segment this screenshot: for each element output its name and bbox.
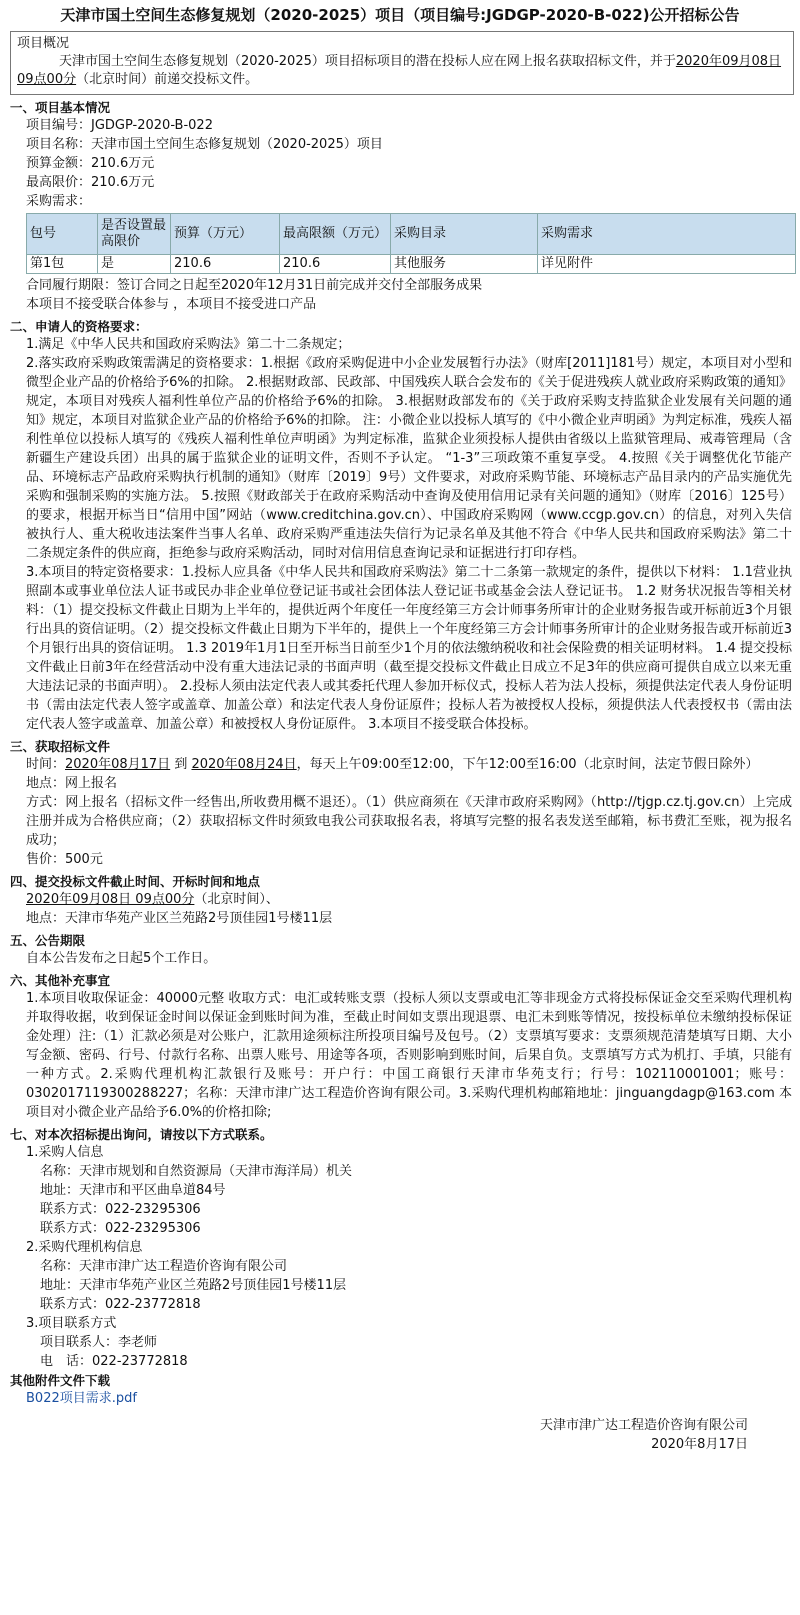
section-2-heading: 二、申请人的资格要求： <box>10 319 148 334</box>
qualification-3: 3.本项目的特定资格要求：1.投标人应具备《中华人民共和国政府采购法》第二十二条第一款规定的条件，提供以下材料： 1.1营业执照副本或事业单位法人证书或民办非企业单位登记证书或社会团体法人登记证书或基金会法人登记证书。 1.2 财务状况报告等相关材料：（1）提交投标文件截止日期为上半年的，提供近两个年度任一年度经第三方会计师事务所审计的企业财务报告或开标前近3个月银行出具的资信证明。（2）提交投标文件截止日期为下半年的，提供上一个年度经第三方会计师事务所审计的企业财务报告或开标前近3个月银行出具的资信证明。 1.3 2019年1月1日至开标当日前至少1个月的依法缴纳税收和社会保险费的相关证明材料。 1.4 提交投标文件截止日前3年在经营活动中没有重大违法记录的书面声明（截至提交投标文件截止日成立不足3年的供应商可提供自成立以来无重大违法记录的书面声明）。 2.投标人须由法定代表人或其委托代理人参加开标仪式，投标人若为法人投标，须提供法定代表人身份证明书（需由法定代表人签字或盖章、加盖公章）和法定代表人身份证原件；投标人若为被授权人投标，须提供法人代表授权书（需由法定代表人签字或盖章、加盖公章）和被授权人身份证原件。 3.本项目不接受联合体投标。 <box>26 565 792 732</box>
section-1-heading: 一、项目基本情况 <box>10 100 111 115</box>
contact-phone: 电 话：022-23772818 <box>40 1354 188 1369</box>
table-cell: 210.6 <box>280 255 391 274</box>
buyer-phone: 联系方式：022-23295306 <box>40 1202 201 1217</box>
section-3-heading: 三、获取招标文件 <box>10 739 111 754</box>
supplementary-text: 1.本项目收取保证金：40000元整 收取方式：电汇或转账支票（投标人须以支票或电汇等非现金方式将投标保证金交至采购代理机构并取得收据，收到保证金时间以保证金到账时间为准，至截止时间如支票出现退票、电汇未到账等情况，按投标单位未缴纳投标保证金处理）注:（1）汇款必须是对公账户，汇款用途须标注所投项目编号及包号。（2）支票填写要求：支票须规范清楚填写日期、大小写金额、密码、行号、付款行名称、出票人账号、用途等各项，否则影响到账时间，后果自负。支票填写方式为机打、手填，只能有一种方式。2.采购代理机构汇款银行及账号：开户行：中国工商银行天津市华苑支行；行号：102110001001；账号：0302017119300288227；名称：天津市津广达工程造价咨询有限公司。3.采购代理机构邮箱地址：jinguangdagp@163.com 本项目对小微企业产品给予6.0%的价格扣除; <box>26 991 792 1120</box>
section-2-body <box>8 335 792 734</box>
announcement-period: 自本公告发布之日起5个工作日。 <box>26 951 217 966</box>
buyer-address: 地址：天津市和平区曲阜道84号 <box>40 1183 226 1198</box>
submission-time <box>26 890 792 909</box>
obtain-time <box>26 755 792 774</box>
section-7-heading: 七、对本次招标提出询问，请按以下方式联系。 <box>10 1127 273 1142</box>
section-1-footer <box>8 276 792 314</box>
time-from: 2020年08月17日 <box>65 757 171 772</box>
signature-block <box>8 1416 792 1454</box>
agent-title: 2.采购代理机构信息 <box>26 1240 143 1255</box>
table-header: 预算（万元） <box>171 214 280 255</box>
project-name: 项目名称：天津市国土空间生态修复规划（2020-2025）项目 <box>26 137 383 152</box>
table-header-row <box>27 214 796 255</box>
section-3-body <box>8 755 792 869</box>
table-header: 采购目录 <box>391 214 538 255</box>
requirements-table <box>26 213 796 274</box>
requirements-label: 采购需求： <box>26 194 92 209</box>
overview-text <box>17 53 787 89</box>
section-5-heading: 五、公告期限 <box>10 933 86 948</box>
budget-amount: 预算金额：210.6万元 <box>26 156 155 171</box>
contact-title: 3.项目联系方式 <box>26 1316 117 1331</box>
signature-date: 2020年8月17日 <box>651 1437 748 1452</box>
section-6-body <box>8 989 792 1122</box>
signature-company: 天津市津广达工程造价咨询有限公司 <box>539 1418 748 1433</box>
table-cell: 详见附件 <box>538 255 796 274</box>
submission-time-rest: （北京时间）、 <box>194 892 279 907</box>
time-to: 2020年08月24日 <box>191 757 297 772</box>
qualification-1: 1.满足《中华人民共和国政府采购法》第二十二条规定； <box>26 337 351 352</box>
table-header: 包号 <box>27 214 98 255</box>
table-cell: 第1包 <box>27 255 98 274</box>
document-price: 售价：500元 <box>26 852 103 867</box>
obtain-method: 方式：网上报名（招标文件一经售出,所收费用概不退还）。（1）供应商须在《天津市政府采购网》（http://tjgp.cz.tj.gov.cn）上完成注册并成为合格供应商；（2）获取招标文件时须致电我公司获取报名表，将填写完整的报名表发送至邮箱，标书费汇至账，视为报名成功； <box>26 795 792 848</box>
table-header: 是否设置最高限价 <box>98 214 171 255</box>
max-price: 最高限价：210.6万元 <box>26 175 155 190</box>
submission-place: 地点：天津市华苑产业区兰苑路2号顶佳园1号楼11层 <box>26 911 333 926</box>
buyer-name: 名称：天津市规划和自然资源局（天津市海洋局）机关 <box>40 1164 353 1179</box>
contact-person: 项目联系人：李老师 <box>40 1335 158 1350</box>
table-header: 最高限额（万元） <box>280 214 391 255</box>
buyer-title: 1.采购人信息 <box>26 1145 104 1160</box>
section-7-body <box>8 1143 792 1371</box>
time-rest: ，每天上午09:00至12:00，下午12:00至16:00（北京时间，法定节假日除外） <box>296 757 759 772</box>
table-cell: 其他服务 <box>391 255 538 274</box>
obtain-place: 地点：网上报名 <box>26 776 118 791</box>
buyer-phone-2: 联系方式：022-23295306 <box>40 1221 201 1236</box>
overview-label: 项目概况 <box>17 36 70 51</box>
contract-period: 合同履行期限：签订合同之日起至2020年12月31日前完成并交付全部服务成果 <box>26 278 483 293</box>
agent-address: 地址：天津市华苑产业区兰苑路2号顶佳园1号楼11层 <box>40 1278 347 1293</box>
agent-name: 名称：天津市津广达工程造价咨询有限公司 <box>40 1259 288 1274</box>
announcement-page <box>8 0 792 1454</box>
consortium-note: 本项目不接受联合体参与 ，本项目不接受进口产品 <box>26 297 317 312</box>
submission-deadline: 2020年09月08日 09点00分 <box>26 892 195 907</box>
qualification-2: 2.落实政府采购政策需满足的资格要求：1.根据《政府采购促进中小企业发展暂行办法》（财库[2011]181号）规定，本项目对小型和微型企业产品的价格给予6%的扣除。 2.根据财政部、民政部、中国残疾人联合会发布的《关于促进残疾人就业政府采购政策的通知》规定，本项目对残疾人福利性单位产品的价格给予6%的扣除。 3.根据财政部发布的《关于政府采购支持监狱企业发展有关问题的通知》规定，本项目对监狱企业产品的价格给予6%的扣除。 注：小微企业以投标人填写的《中小微企业声明函》为判定标准，残疾人福利性单位以投标人填写的《残疾人福利性单位声明函》为判定标准，监狱企业须投标人提供由省级以上监狱管理局、戒毒管理局（含新疆生产建设兵团）出具的属于监狱企业的证明文件，否则不予认定。 “1-3”三项政策不重复享受。 4.按照《关于调整优化节能产品、环境标志产品政府采购执行机制的通知》（财库〔2019〕9号）文件要求，对政府采购节能、环境标志产品目录内的产品实施优先采购和强制采购的实施方法。 5.按照《财政部关于在政府采购活动中查询及使用信用记录有关问题的通知》（财库〔2016〕125号）的要求，根据开标当日“信用中国”网站（www.creditchina.gov.cn）、中国政府采购网（www.ccgp.gov.cn）的信息，对列入失信被执行人、重大税收违法案件当事人名单、政府采购严重违法失信行为记录名单及其他不符合《中华人民共和国政府采购法》第二十二条规定条件的供应商，拒绝参与政府采购活动，同时对信用信息查询记录和证据进行打印存档。 <box>26 356 792 561</box>
table-row <box>27 255 796 274</box>
overview-text-part2: （北京时间）前递交投标文件。 <box>76 72 259 87</box>
attachments-heading: 其他附件文件下载 <box>10 1373 111 1388</box>
section-5-body <box>8 949 792 968</box>
time-to-word: 到 <box>174 757 188 772</box>
page-title: 天津市国土空间生态修复规划（2020-2025）项目（项目编号:JGDGP-2020-B-022)公开招标公告 <box>60 6 740 24</box>
overview-text-part1: 天津市国土空间生态修复规划（2020-2025）项目招标项目的潜在投标人应在网上报名获取招标文件，并于 <box>59 54 676 69</box>
overview-deadline: 2020年09月08日 09点00分 <box>17 54 782 87</box>
attachment-link[interactable]: B022项目需求.pdf <box>26 1391 137 1406</box>
attachments-list <box>8 1389 792 1408</box>
table-header: 采购需求 <box>538 214 796 255</box>
project-overview-box <box>10 31 794 95</box>
table-cell: 是 <box>98 255 171 274</box>
section-4-heading: 四、提交投标文件截止时间、开标时间和地点 <box>10 874 261 889</box>
section-4-body <box>8 890 792 928</box>
time-label: 时间： <box>26 757 66 772</box>
project-number: 项目编号：JGDGP-2020-B-022 <box>26 118 213 133</box>
section-6-heading: 六、其他补充事宜 <box>10 973 111 988</box>
table-cell: 210.6 <box>171 255 280 274</box>
agent-phone: 联系方式：022-23772818 <box>40 1297 201 1312</box>
section-1-body <box>8 116 792 211</box>
